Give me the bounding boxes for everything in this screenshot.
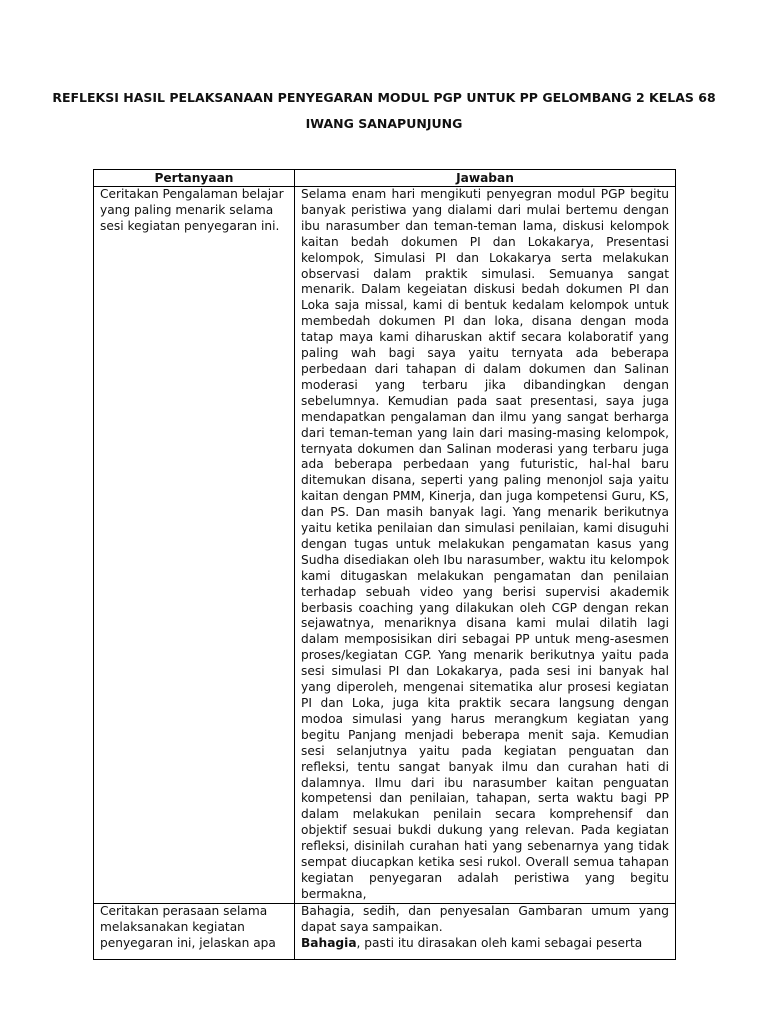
header-answer: Jawaban [295,170,676,187]
question-cell [94,903,295,959]
question-cell: Ceritakan Pengalaman belajar yang paling menarik selama sesi kegiatan penyegaran ini. [94,187,295,904]
table-row [94,903,676,959]
answer-cell [295,903,676,959]
table-row [94,187,676,904]
question-text: Ceritakan perasaan selama melaksanakan kegiatan penyegaran ini, jelaskan apa [100,903,276,950]
table-header-row [94,170,676,187]
answer-text-clip [301,904,669,951]
reflection-table [93,169,676,960]
question-text-clip [100,904,288,951]
document-title: REFLEKSI HASIL PELAKSANAAN PENYEGARAN MODUL PGP UNTUK PP GELOMBANG 2 KELAS 68 [52,90,716,105]
answer-cell: Selama enam hari mengikuti penyegran modul PGP begitu banyak peristiwa yang dialami dari mulai bertemu dengan ibu narasumber dan teman-teman lama, diskusi kelompok kaitan bedah dokumen PI dan Lokakarya, Presentasi kelompok, Simulasi PI dan Lokakarya serta melakukan observasi dalam praktik simulasi. Semuanya sangat menarik. Dalam kegeiatan diskusi bedah dokumen PI dan Loka saja missal, kami di bentuk kedalam kelompok untuk membedah dokumen PI dan loka, disana dengan moda tatap maya kami diharuskan aktif secara kolaboratif yang paling wah bagi saya yaitu ternyata ada beberapa perbedaan dari tahapan di dalam dokumen dan Salinan moderasi yang terbaru jika dibandingkan dengan sebelumnya. Kemudian pada saat presentasi, saya juga mendapatkan pengalaman dan ilmu yang sangat berharga dari teman-teman yang lain dari masing-masing kelompok, ternyata dokumen dan Salinan moderasi yang terbaru juga ada beberapa perbedaan yang futuristic, hal-hal baru ditemukan disana, seperti yang paling menonjol saja yaitu kaitan dengan PMM, Kinerja, dan juga kompetensi Guru, KS, dan PS. Dan masih banyak lagi. Yang menarik berikutnya yaitu ketika penilaian dan simulasi penilaian, kami disuguhi dengan tugas untuk melakukan pengamatan kasus yang Sudha disediakan oleh Ibu narasumber, waktu itu kelompok kami ditugaskan melakukan pengamatan dan penilaian terhadap sebuah video yang berisi supervisi akademik berbasis coaching yang dilakukan oleh CGP dengan rekan sejawatnya, menariknya disana kami mulai dilatih lagi dalam memposisikan diri sebagai PP untuk meng-asesmen proses/kegiatan CGP. Yang menarik berikutnya yaitu pada sesi simulasi PI dan Lokakarya, pada sesi ini banyak hal yang diperoleh, mengenai sitematika alur prosesi kegiatan PI dan Loka, juga kita praktik secara langsung dengan modoa simulasi yang harus merangkum kegiatan yang begitu Panjang menjadi beberapa menit saja. Kemudian sesi selanjutnya yaitu pada kegiatan penguatan dan refleksi, tentu sangat banyak ilmu dan curahan hati di dalamnya. Ilmu dari ibu narasumber kaitan penguatan kompetensi dan penilaian, tahapan, serta waktu bagi PP dalam melakukan penilain secara komprehensif dan objektif sesuai bukdi dukung yang relevan. Pada kegiatan refleksi, disinilah curahan hati yang sebenarnya yang tidak sempat diucapkan ketika sesi rukol. Overall semua tahapan kegiatan penyegaran adalah peristiwa yang begitu bermakna, [295,187,676,904]
answer-paragraph: Bahagia, sedih, dan penyesalan Gambaran umum yang dapat saya sampaikan. [301,903,669,934]
answer-paragraph-rest: , pasti itu dirasakan oleh kami sebagai peserta [356,935,643,950]
answer-paragraph [301,936,669,951]
header-question: Pertanyaan [94,170,295,187]
answer-bold-word: Bahagia [301,935,357,950]
document-author: IWANG SANAPUNJUNG [305,116,463,131]
